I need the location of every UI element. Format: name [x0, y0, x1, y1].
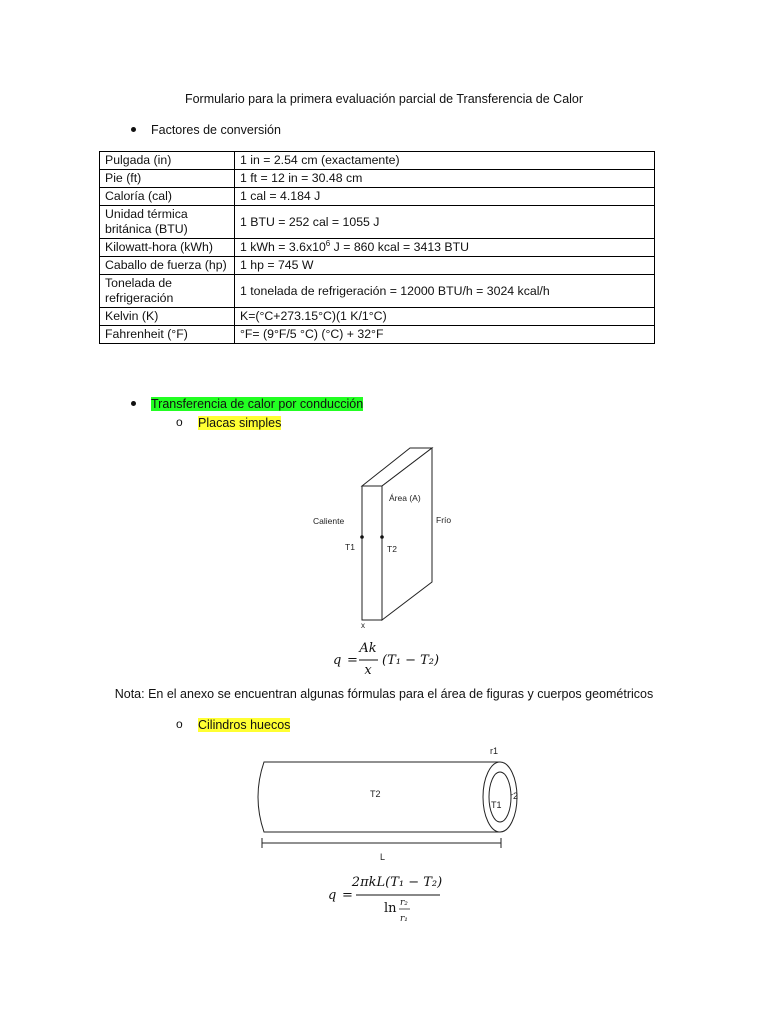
unit-cell: Caloría (cal)	[100, 188, 235, 206]
conversion-table	[99, 151, 655, 344]
value-cell: °F= (9°F/5 °C) (°C) + 32°F	[235, 326, 655, 344]
unit-cell: Pie (ft)	[100, 170, 235, 188]
table-row	[100, 257, 655, 275]
unit-cell: Tonelada de refrigeración	[100, 275, 235, 308]
note: Nota: En el anexo se encuentran algunas fórmulas para el área de figuras y cuerpos geométricos	[114, 687, 654, 701]
unit-cell: Kelvin (K)	[100, 308, 235, 326]
table-row	[100, 152, 655, 170]
value-cell: 1 hp = 745 W	[235, 257, 655, 275]
formula-numerator: 2πkL(T₁ − T₂)	[351, 875, 443, 890]
plate-formula	[325, 636, 445, 680]
value-suffix: J = 860 kcal = 3413 BTU	[330, 240, 470, 254]
value-exponent: 6	[325, 238, 331, 248]
subsection-label: Placas simples	[198, 416, 282, 430]
formula-q: q	[328, 888, 337, 903]
plate-diagram	[300, 440, 470, 630]
t2-label: T2	[387, 544, 397, 554]
circle-bullet: o	[176, 415, 183, 429]
table-row	[100, 326, 655, 344]
unit-cell: Unidad térmica británica (BTU)	[100, 206, 235, 239]
cylinder-diagram	[250, 740, 530, 868]
value-cell: 1 tonelada de refrigeración = 12000 BTU/h = 3024 kcal/h	[235, 275, 655, 308]
r1-label: r1	[490, 746, 499, 756]
bullet-dot	[131, 127, 136, 132]
unit-cell: Kilowatt-hora (kWh)	[100, 239, 235, 257]
formula-denominator: x	[364, 663, 372, 678]
thickness-label: x	[361, 621, 365, 630]
t2-label: T2	[370, 789, 381, 799]
area-label: Área (A)	[389, 493, 421, 503]
section-label: Factores de conversión	[151, 123, 281, 137]
ratio-denominator: r₁	[400, 914, 408, 924]
plate-front-face	[362, 486, 382, 620]
formula-numerator: Ak	[359, 641, 377, 656]
value-cell: 1 in = 2.54 cm (exactamente)	[235, 152, 655, 170]
value-cell: 1 BTU = 252 cal = 1055 J	[235, 206, 655, 239]
formula-q: q	[333, 653, 342, 668]
table-row	[100, 239, 655, 257]
value-cell: 1 ft = 12 in = 30.48 cm	[235, 170, 655, 188]
cylinder-formula	[322, 870, 462, 926]
bullet-dot	[131, 401, 136, 406]
inner-ring	[489, 772, 511, 822]
page-title: Formulario para la primera evaluación parcial de Transferencia de Calor	[184, 92, 584, 106]
length-dimension	[262, 838, 501, 848]
length-label: L	[380, 852, 386, 862]
r2-label: r2	[510, 791, 519, 801]
unit-cell: Caballo de fuerza (hp)	[100, 257, 235, 275]
formula-eq: =	[347, 653, 358, 668]
subsection-label: Cilindros huecos	[198, 718, 291, 732]
t1-label: T1	[491, 800, 502, 810]
table-row	[100, 188, 655, 206]
value-cell: K=(°C+273.15°C)(1 K/1°C)	[235, 308, 655, 326]
table-row	[100, 275, 655, 308]
t2-point	[380, 535, 384, 539]
table-row	[100, 206, 655, 239]
formula-ln: ln	[384, 901, 397, 916]
value-cell	[235, 239, 655, 257]
table-row	[100, 170, 655, 188]
table-row	[100, 308, 655, 326]
formula-difference: (T₁ − T₂)	[382, 653, 440, 668]
section-label-highlighted: Transferencia de calor por conducción	[151, 397, 364, 411]
t1-label: T1	[345, 542, 355, 552]
value-prefix: 1 kWh = 3.6x10	[240, 240, 326, 254]
cold-label: Frío	[436, 515, 452, 525]
circle-bullet: o	[176, 717, 183, 731]
hot-label: Caliente	[313, 516, 345, 526]
unit-cell: Pulgada (in)	[100, 152, 235, 170]
formula-eq: =	[342, 888, 353, 903]
unit-cell: Fahrenheit (°F)	[100, 326, 235, 344]
value-cell: 1 cal = 4.184 J	[235, 188, 655, 206]
ratio-numerator: r₂	[400, 898, 408, 908]
t1-point	[360, 535, 364, 539]
